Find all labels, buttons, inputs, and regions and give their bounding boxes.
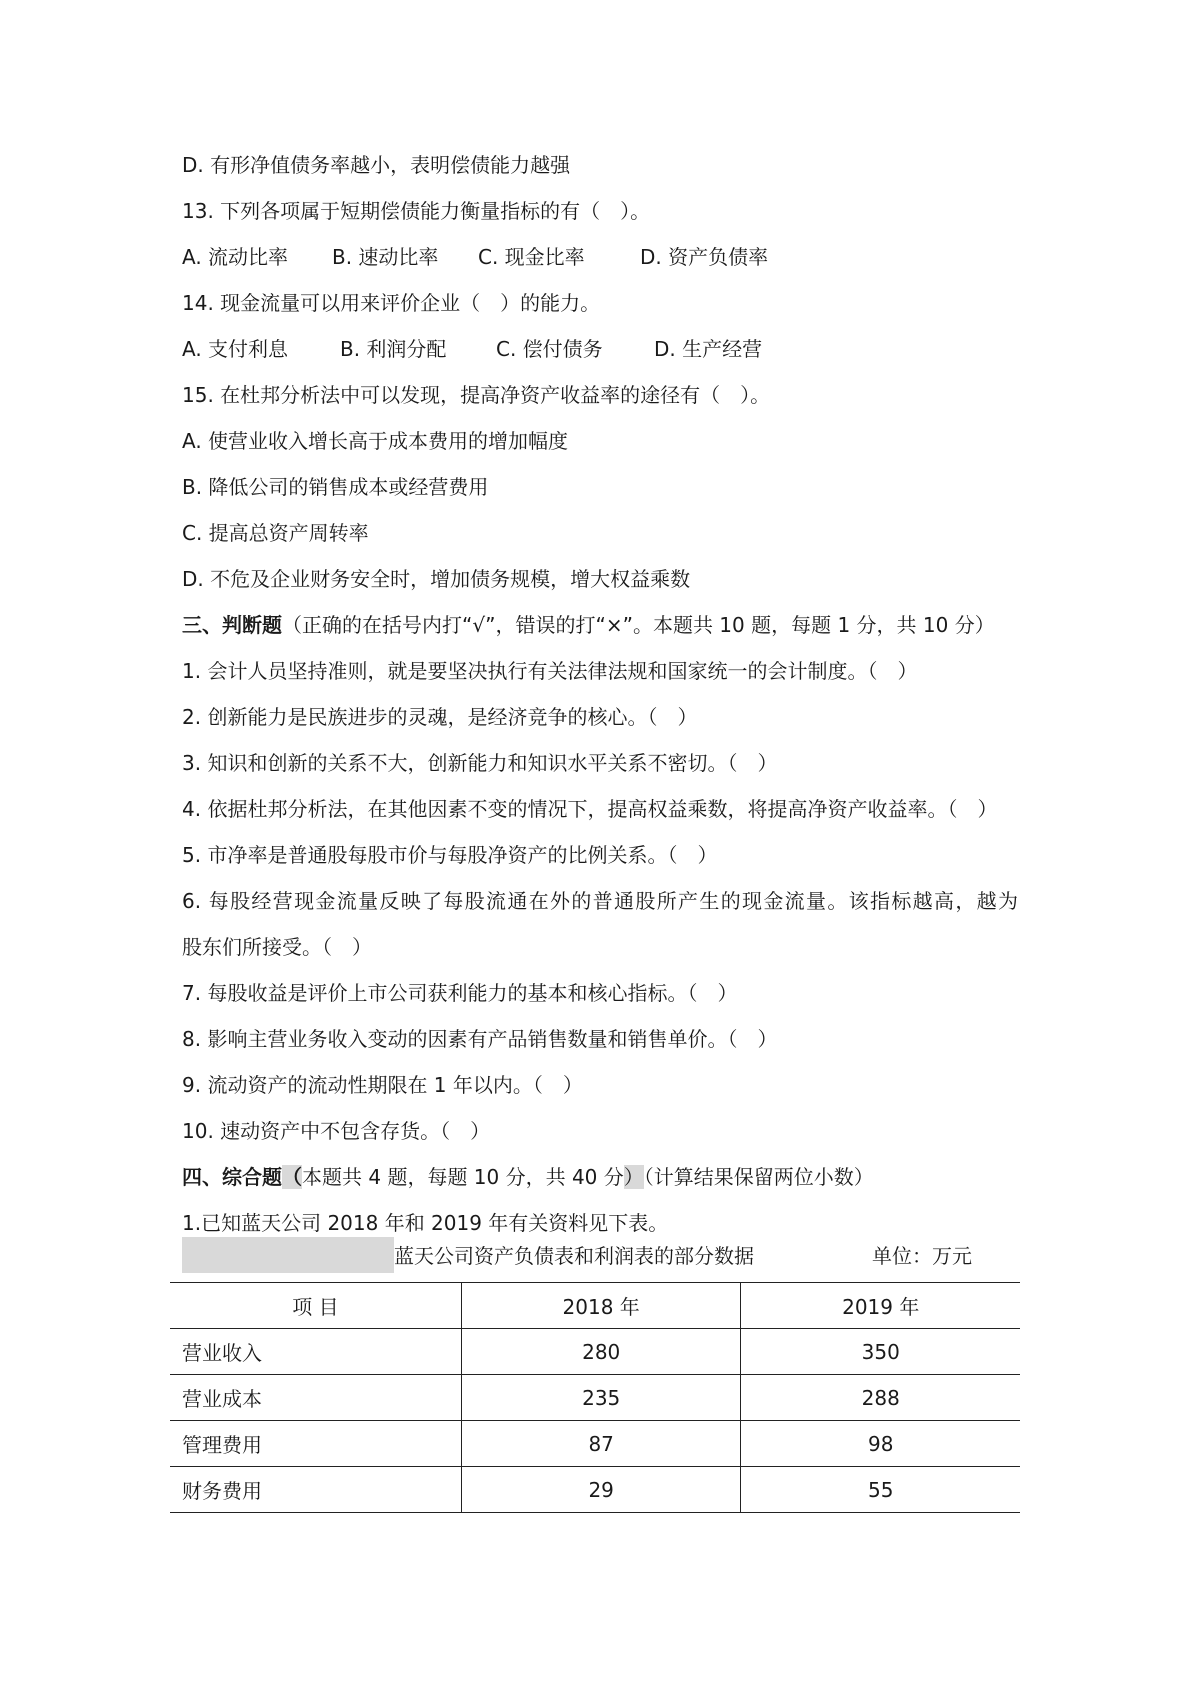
question-13-options — [182, 243, 768, 271]
section-4-header — [182, 1163, 874, 1191]
cell-2018: 235 — [461, 1375, 741, 1421]
option-c: C. 提高总资产周转率 — [182, 521, 369, 545]
question-13: 13. 下列各项属于短期偿债能力衡量指标的有（ ）。 — [182, 199, 651, 223]
table-header-row — [170, 1283, 1020, 1329]
judgment-item: 2. 创新能力是民族进步的灵魂，是经济竞争的核心。（ ） — [182, 705, 698, 729]
section-3-header — [182, 611, 995, 639]
table-row — [170, 1329, 1020, 1375]
option-d: D. 资产负债率 — [640, 245, 769, 269]
shaded-blank — [182, 1237, 394, 1273]
financial-data-table — [170, 1282, 1020, 1513]
option-b: B. 速动比率 — [332, 245, 439, 269]
judgment-item: 10. 速动资产中不包含存货。（ ） — [182, 1119, 491, 1143]
cell-2018: 280 — [461, 1329, 741, 1375]
cell-2019: 288 — [741, 1375, 1020, 1421]
table-row — [170, 1421, 1020, 1467]
question-1: 1.已知蓝天公司 2018 年和 2019 年有关资料见下表。 — [182, 1211, 669, 1235]
judgment-item: 3. 知识和创新的关系不大，创新能力和知识水平关系不密切。（ ） — [182, 751, 778, 775]
cell-2018: 29 — [461, 1467, 741, 1513]
table-row — [170, 1375, 1020, 1421]
section-3-heading: 三、判断题 — [182, 613, 282, 637]
option-a: A. 使营业收入增长高于成本费用的增加幅度 — [182, 429, 569, 453]
cell-2019: 350 — [741, 1329, 1020, 1375]
row-label: 财务费用 — [170, 1467, 461, 1513]
header-item: 项 目 — [170, 1283, 461, 1329]
option-a: A. 支付利息 — [182, 337, 289, 361]
option-c: C. 偿付债务 — [496, 337, 603, 361]
paren-close: ） — [623, 1165, 644, 1189]
section-4-heading: 四、综合题 — [182, 1165, 282, 1189]
cell-2018: 87 — [461, 1421, 741, 1467]
option-d: D. 不危及企业财务安全时，增加债务规模，增大权益乘数 — [182, 567, 691, 591]
row-label: 营业收入 — [170, 1329, 461, 1375]
option-b: B. 利润分配 — [340, 337, 447, 361]
judgment-item: 4. 依据杜邦分析法，在其他因素不变的情况下，提高权益乘数，将提高净资产收益率。（ ） — [182, 797, 998, 821]
table-caption: 蓝天公司资产负债表和利润表的部分数据 — [394, 1244, 754, 1268]
header-2019: 2019 年 — [741, 1283, 1020, 1329]
option-a: A. 流动比率 — [182, 245, 289, 269]
judgment-item: 5. 市净率是普通股每股市价与每股净资产的比例关系。（ ） — [182, 843, 718, 867]
header-2018: 2018 年 — [461, 1283, 741, 1329]
judgment-item: 1. 会计人员坚持准则，就是要坚决执行有关法律法规和国家统一的会计制度。（ ） — [182, 659, 918, 683]
option-d: D. 生产经营 — [654, 337, 763, 361]
question-14-options — [182, 335, 762, 363]
row-label: 管理费用 — [170, 1421, 461, 1467]
question-14: 14. 现金流量可以用来评价企业（ ）的能力。 — [182, 291, 601, 315]
cell-2019: 55 — [741, 1467, 1020, 1513]
section-3-note: （正确的在括号内打“√”，错误的打“×”。本题共 10 题，每题 1 分，共 10 分） — [282, 613, 995, 637]
judgment-item-continued: 股东们所接受。（ ） — [182, 935, 372, 959]
table-unit: 单位：万元 — [872, 1244, 972, 1268]
row-label: 营业成本 — [170, 1375, 461, 1421]
table-row — [170, 1467, 1020, 1513]
option-c: C. 现金比率 — [478, 245, 585, 269]
judgment-item: 6. 每股经营现金流量反映了每股流通在外的普通股所产生的现金流量。该指标越高，越为 — [182, 889, 1018, 913]
section-4-note-2: （计算结果保留两位小数） — [643, 1165, 874, 1189]
judgment-item: 9. 流动资产的流动性期限在 1 年以内。（ ） — [182, 1073, 583, 1097]
judgment-item: 7. 每股收益是评价上市公司获利能力的基本和核心指标。（ ） — [182, 981, 738, 1005]
cell-2019: 98 — [741, 1421, 1020, 1467]
judgment-item: 8. 影响主营业务收入变动的因素有产品销售数量和销售单价。（ ） — [182, 1027, 778, 1051]
option-line: D. 有形净值债务率越小，表明偿债能力越强 — [182, 153, 571, 177]
question-15: 15. 在杜邦分析法中可以发现，提高净资产收益率的途径有（ ）。 — [182, 383, 771, 407]
paren-open: （ — [282, 1165, 302, 1189]
option-b: B. 降低公司的销售成本或经营费用 — [182, 475, 489, 499]
section-4-note: 本题共 4 题，每题 10 分，共 40 分 — [302, 1165, 624, 1189]
